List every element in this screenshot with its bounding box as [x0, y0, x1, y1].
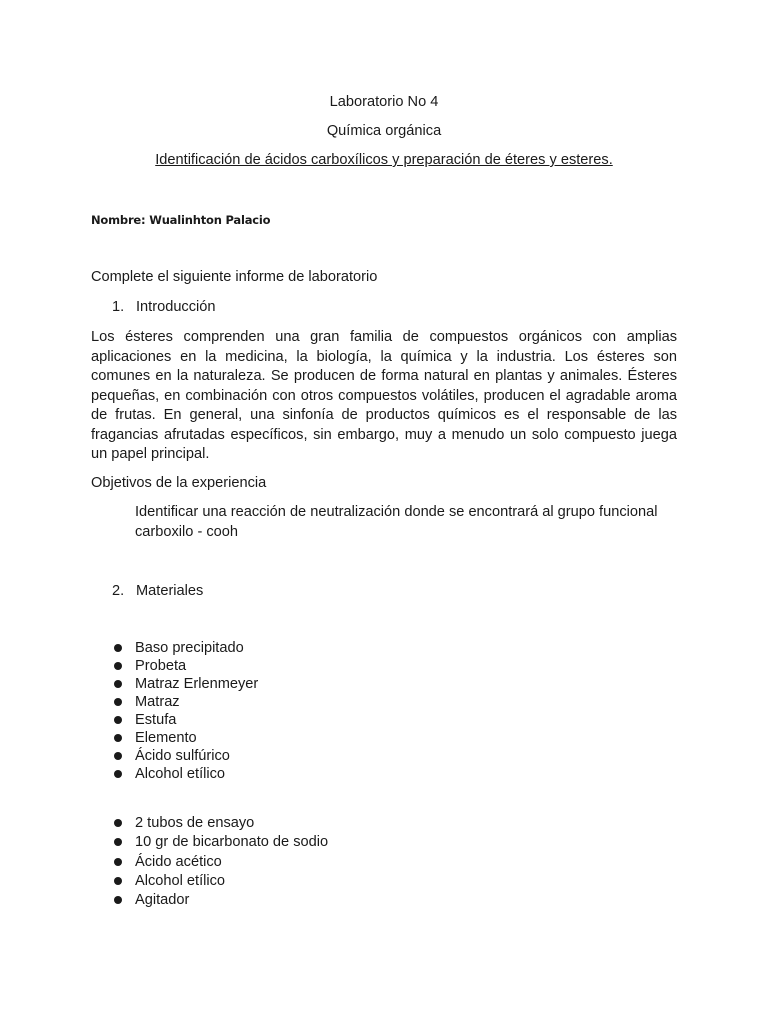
bullet-icon	[114, 877, 122, 885]
section-number: 1.	[112, 299, 125, 315]
list-item: Matraz	[112, 693, 258, 711]
bullet-icon	[114, 716, 122, 724]
bullet-icon	[114, 662, 122, 670]
list-item: Alcohol etílico	[112, 765, 258, 783]
topic-title	[0, 151, 768, 171]
section-heading-introduccion	[112, 298, 216, 318]
list-item: Probeta	[112, 657, 258, 675]
materials-list-primary	[112, 639, 258, 783]
section-heading-materiales	[112, 582, 203, 602]
list-item: Ácido acético	[112, 853, 328, 872]
list-item: Ácido sulfúrico	[112, 747, 258, 765]
list-item: 10 gr de bicarbonato de sodio	[112, 833, 328, 852]
list-item: Agitador	[112, 891, 328, 910]
bullet-icon	[114, 896, 122, 904]
list-item: Matraz Erlenmeyer	[112, 675, 258, 693]
intro-paragraph: Los ésteres comprenden una gran familia de compuestos orgánicos con amplias aplicaciones en la medicina, la biología, la química y la industria. Los ésteres son comunes en la naturaleza. Se producen de forma natural en plantas y animales. Ésteres pequeñas, en combinación con otros compuestos volátiles, producen el agradable aroma de frutas. En general, una sinfonía de productos químicos es el responsable de las fragancias afrutadas específicos, sin embargo, muy a menudo un solo compuesto juega un papel principal.	[91, 329, 677, 462]
list-item: 2 tubos de ensayo	[112, 814, 328, 833]
list-item: Alcohol etílico	[112, 872, 328, 891]
topic-title-text: Identificación de ácidos carboxílicos y preparación de éteres y esteres.	[155, 152, 613, 168]
objectives-heading: Objetivos de la experiencia	[91, 475, 267, 491]
bullet-icon	[114, 752, 122, 760]
list-item: Elemento	[112, 729, 258, 747]
bullet-icon	[114, 734, 122, 742]
section-title: Materiales	[136, 583, 204, 599]
lab-title: Laboratorio No 4	[329, 94, 439, 110]
objectives-text: Identificar una reacción de neutralización donde se encontrará al grupo funcional carboxilo - cooh	[135, 504, 658, 540]
subject-title: Química orgánica	[326, 123, 442, 139]
list-item: Baso precipitado	[112, 639, 258, 657]
student-name: Nombre: Wualinhton Palacio	[91, 213, 271, 227]
bullet-icon	[114, 644, 122, 652]
bullet-icon	[114, 838, 122, 846]
section-number: 2.	[112, 583, 125, 599]
materials-list-secondary	[112, 814, 328, 910]
bullet-icon	[114, 770, 122, 778]
bullet-icon	[114, 698, 122, 706]
list-item: Estufa	[112, 711, 258, 729]
bullet-icon	[114, 680, 122, 688]
bullet-icon	[114, 819, 122, 827]
bullet-icon	[114, 858, 122, 866]
section-title: Introducción	[136, 299, 216, 315]
instructions-text: Complete el siguiente informe de laboratorio	[91, 269, 378, 285]
